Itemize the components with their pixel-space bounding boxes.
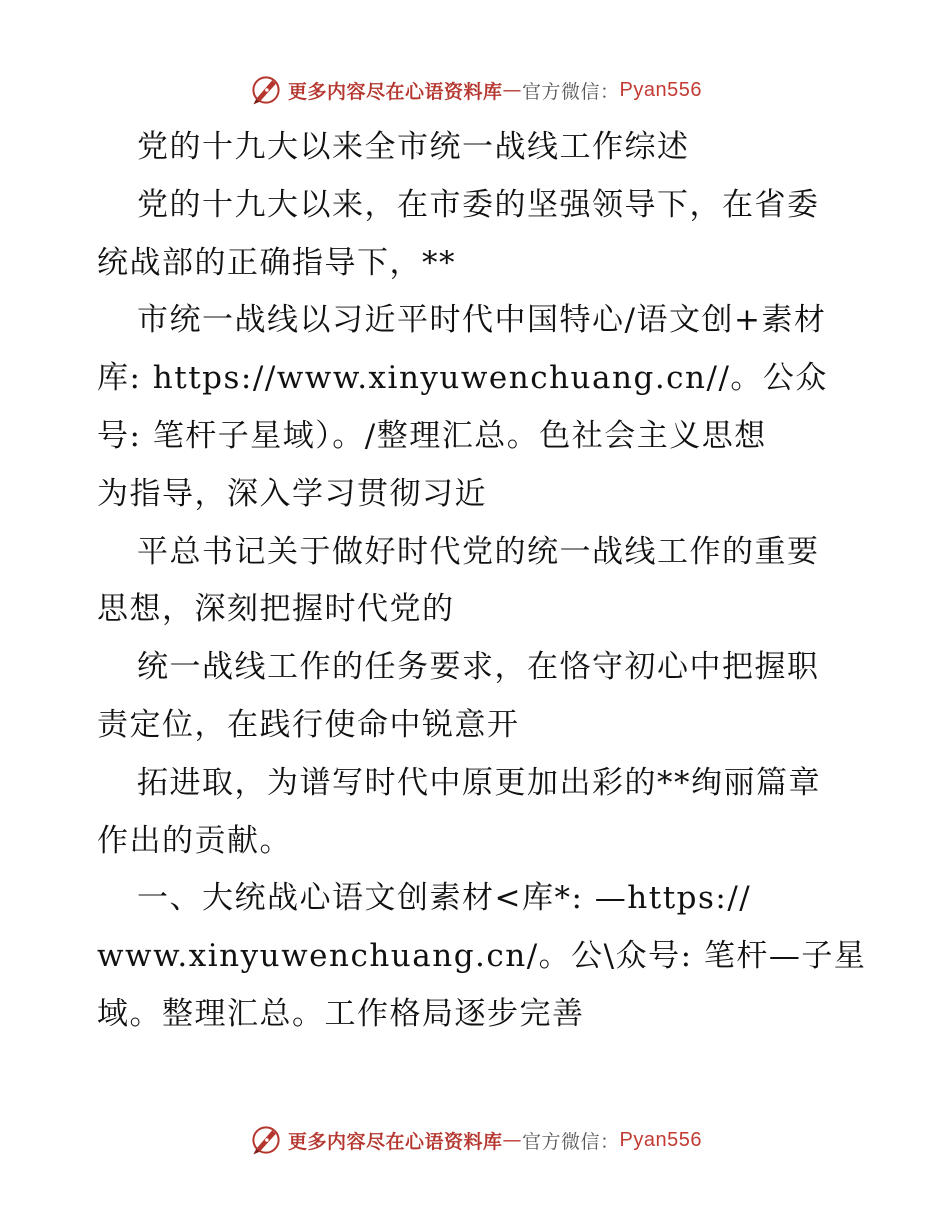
text-line: 党的十九大以来全市统一战线工作综述 bbox=[137, 129, 690, 165]
pen-nib-logo-icon bbox=[248, 1122, 284, 1158]
text-line: 党的十九大以来，在市委的坚强领导下，在省委 bbox=[137, 186, 820, 223]
banner-wechat-id: Pyan556 bbox=[619, 78, 702, 101]
footer-watermark-banner bbox=[0, 1120, 950, 1160]
text-line: 作出的贡献。 bbox=[97, 822, 292, 859]
text-line: 思想，深刻把握时代党的 bbox=[97, 591, 455, 628]
text-line: 市统一战线以习近平时代中国特心/语文创+素材 bbox=[137, 302, 827, 339]
pen-nib-logo-icon bbox=[248, 72, 284, 108]
text-line: www.xinyuwenchuang.cn/。公\众号: 笔杆—子星 bbox=[97, 938, 867, 975]
banner-text: 更多内容尽在心语资料库 bbox=[288, 80, 503, 103]
text-line: 拓进取，为谱写时代中原更加出彩的**绚丽篇章 bbox=[137, 764, 821, 801]
text-line: 为指导，深入学习贯彻习近 bbox=[97, 475, 487, 512]
banner-dash: — bbox=[502, 79, 523, 101]
text-line: 平总书记关于做好时代党的统一战线工作的重要 bbox=[137, 533, 820, 570]
banner-dash: — bbox=[502, 1129, 523, 1151]
text-line: 责定位，在践行使命中锐意开 bbox=[97, 706, 520, 743]
banner-text: 更多内容尽在心语资料库 bbox=[288, 1130, 503, 1153]
banner-wechat-id: Pyan556 bbox=[619, 1128, 702, 1151]
header-watermark-banner bbox=[0, 70, 950, 110]
text-line: 库: https://www.xinyuwenchuang.cn//。公众 bbox=[97, 360, 828, 397]
text-line: 一、大统战心语文创素材<库*: —https:// bbox=[137, 880, 752, 917]
text-line: 统一战线工作的任务要求，在恪守初心中把握职 bbox=[137, 649, 820, 686]
document-body bbox=[97, 119, 867, 1044]
text-line: 号: 笔杆子星域）。/整理汇总。色社会主义思想 bbox=[97, 417, 767, 454]
text-line: 统战部的正确指导下，** bbox=[97, 244, 456, 281]
banner-wechat-label: 官方微信： bbox=[522, 80, 620, 103]
text-line: 域。整理汇总。工作格局逐步完善 bbox=[97, 995, 585, 1032]
banner-wechat-label: 官方微信： bbox=[522, 1130, 620, 1153]
